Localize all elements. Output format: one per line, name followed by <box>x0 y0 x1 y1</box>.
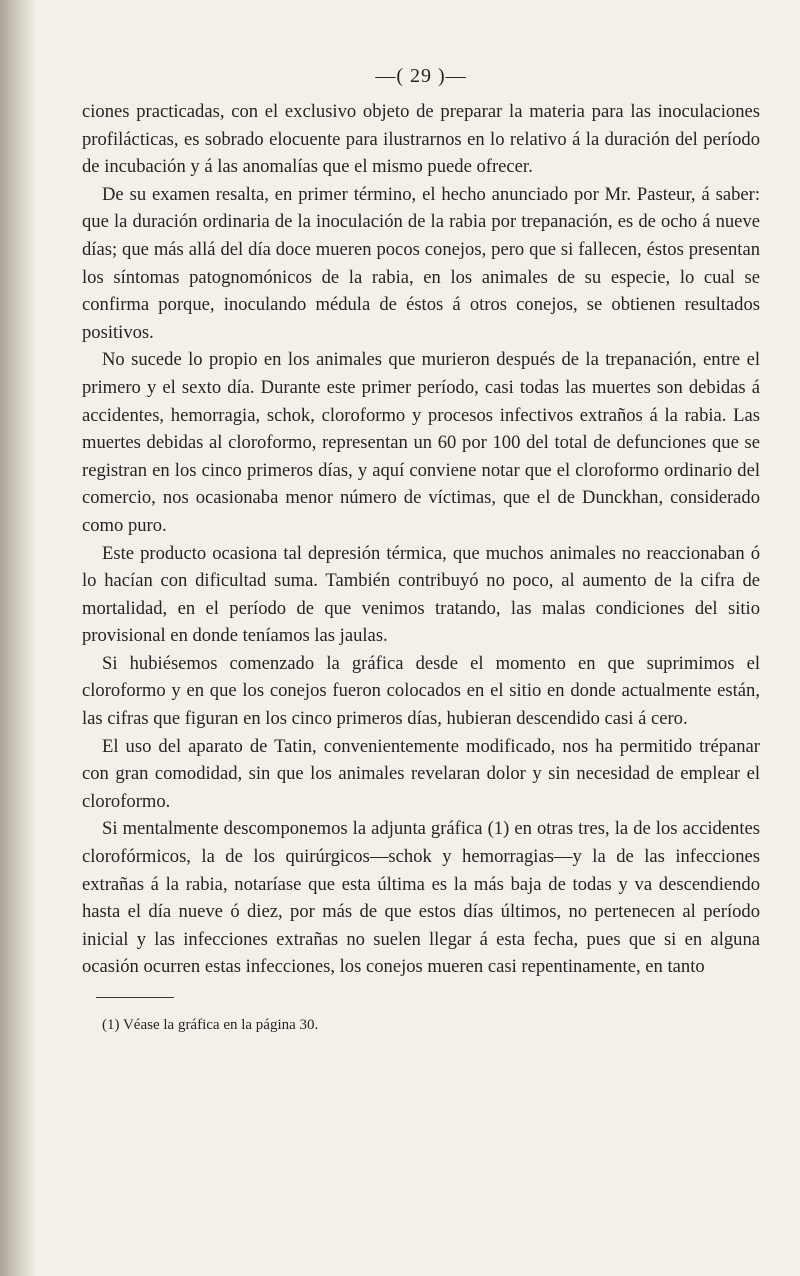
body-text <box>82 98 760 981</box>
binding-edge <box>0 0 36 1276</box>
paragraph: Este producto ocasiona tal depresión térmica, que muchos animales no reaccionaban ó lo hacían con dificultad suma. También contribuyó no poco, al aumento de la cifra de mortalidad, en el período de que venimos tratando, las malas condiciones del sitio provisional en donde teníamos las jaulas. <box>82 542 760 647</box>
paragraph: Si hubiésemos comenzado la gráfica desde el momento en que suprimimos el cloroformo y en que los conejos fueron colocados en el sitio en donde actualmente están, las cifras que figuran en los cinco primeros días, hubieran descendido casi á cero. <box>82 652 760 730</box>
paragraph: De su examen resalta, en primer término, el hecho anunciado por Mr. Pasteur, á saber: que la duración ordinaria de la inoculación de la rabia por trepanación, es de ocho á nueve días; que más allá del día doce mueren pocos conejos, pero que si fallecen, éstos presentan los síntomas patognomónicos de la rabia, en los animales de su especie, lo cual se confirma porque, inoculando médula de éstos á otros conejos, se obtienen resultados positivos. <box>82 183 760 343</box>
footnote-divider <box>96 997 174 998</box>
paragraph: El uso del aparato de Tatin, convenientemente modificado, nos ha permitido trépanar con gran comodidad, sin que los animales revelaran dolor y sin necesidad de emplear el cloroformo. <box>82 735 760 812</box>
paragraph: ciones practicadas, con el exclusivo objeto de preparar la materia para las inoculaciones profilácticas, es sobrado elocuente para ilustrarnos en lo relativo á la duración del período de incubación y á las anomalías que el mismo puede ofrecer. <box>82 101 760 178</box>
paragraph: No sucede lo propio en los animales que murieron después de la trepanación, entre el primero y el sexto día. Durante este primer período, casi todas las muertes son debidas á accidentes, hemorragia, schok, cloroformo y procesos infectivos extraños á la rabia. Las muertes debidas al cloroformo, representan un 60 por 100 del total de defunciones que se registran en los cinco primeros días, y aquí conviene notar que el cloroformo ordinario del comercio, nos ocasionaba menor número de víctimas, que el de Dunckhan, considerado como puro. <box>82 349 760 536</box>
paragraph: Si mentalmente descomponemos la adjunta gráfica (1) en otras tres, la de los accidentes clorofórmicos, la de los quirúrgicos—schok y hemorragias—y la de las infecciones extrañas á la rabia, notaríase que esta última es la más baja de todas y va descendiendo hasta el día nueve ó diez, por más de que estos días últimos, no pertenecen al período inicial y las infecciones extrañas no suelen llegar á esta fecha, pues que si en alguna ocasión ocurren estas infecciones, los conejos mueren casi repentinamente, en tanto <box>82 818 760 978</box>
book-page <box>82 62 760 1036</box>
page-number-header: —( 29 )— <box>375 65 467 87</box>
footnote: (1) Véase la gráfica en la página 30. <box>102 1017 319 1033</box>
